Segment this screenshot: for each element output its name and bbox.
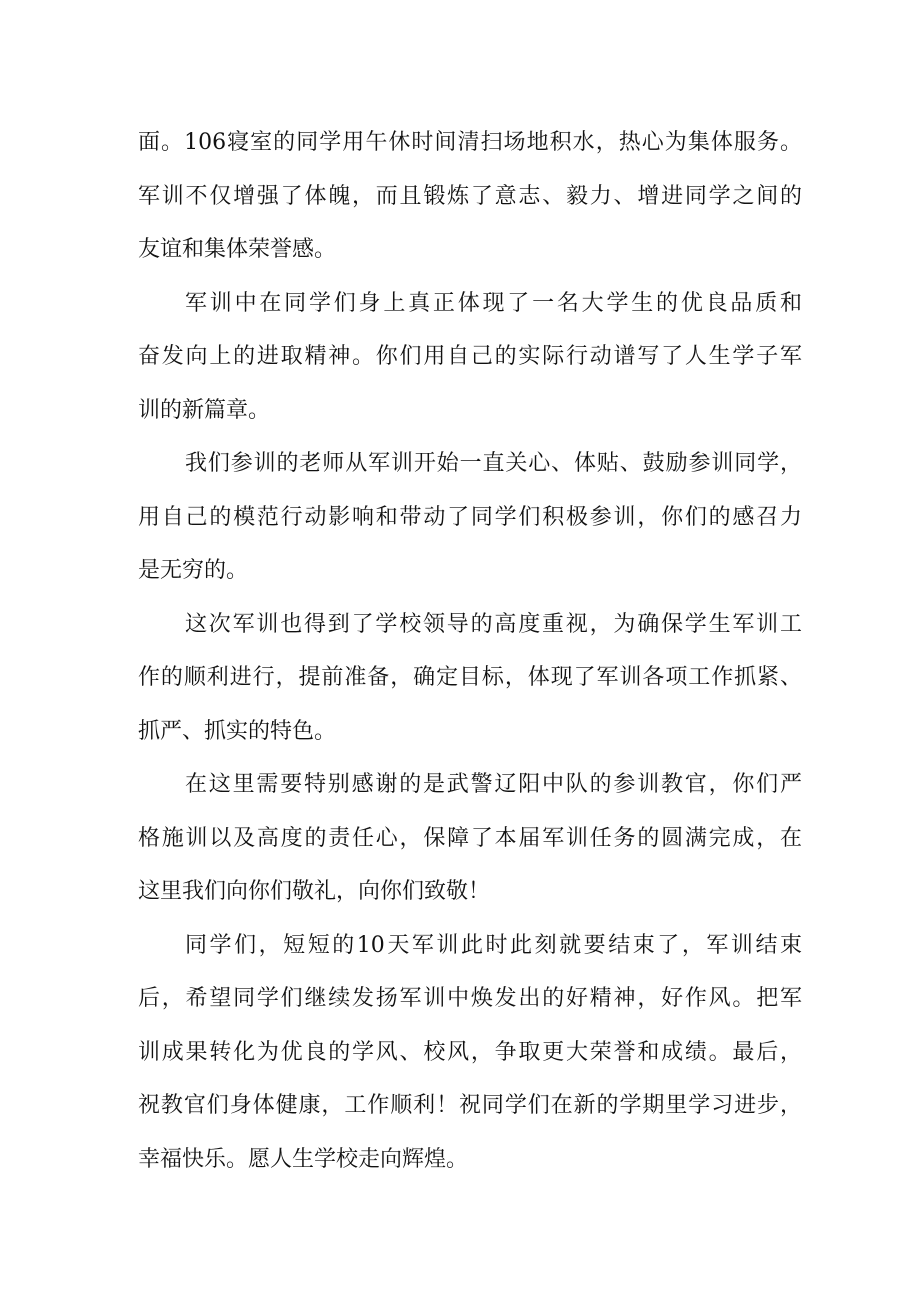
text-line: 是无穷的。 [138,558,249,583]
text-line: 格施训以及高度的责任心，保障了本届军训任务的圆满完成，在 [138,825,802,851]
text-line: 奋发向上的进取精神。你们用自己的实际行动谱写了人生学子军 [138,344,802,369]
text-line: 祝教官们身体健康，工作顺利！祝同学们在新的学期里学习进步， [138,1093,802,1118]
text-line: 友谊和集体荣誉感。 [138,237,337,262]
paragraph-first-line: 我们参训的老师从军训开始一直关心、体贴、鼓励参训同学， [185,451,802,476]
text-line: 后，希望同学们继续发扬军训中焕发出的好精神，好作风。把军 [138,986,802,1011]
paragraph-first-line: 这次军训也得到了学校领导的高度重视，为确保学生军训工 [185,611,802,637]
text-line: 面。106寝室的同学用午休时间清扫场地积水，热心为集体服务。 [138,130,802,155]
text-line: 这里我们向你们敬礼，向你们致敬！ [138,879,491,904]
text-line: 幸福快乐。愿人生学校走向辉煌。 [138,1146,469,1172]
text-line: 训成果转化为优良的学风、校风，争取更大荣誉和成绩。最后， [138,1039,802,1065]
text-line: 用自己的模范行动影响和带动了同学们积极参训，你们的感召力 [138,504,802,530]
text-line: 军训不仅增强了体魄，而且锻炼了意志、毅力、增进同学之间的 [138,183,802,209]
paragraph-first-line: 在这里需要特别感谢的是武警辽阳中队的参训教官，你们严 [185,772,802,797]
text-line: 作的顺利进行，提前准备，确定目标，体现了军训各项工作抓紧、 [138,665,802,690]
document-body [138,120,802,1190]
text-line: 训的新篇章。 [138,397,271,423]
paragraph-first-line: 军训中在同学们身上真正体现了一名大学生的优良品质和 [185,290,802,316]
paragraph-first-line: 同学们，短短的10天军训此时此刻就要结束了，军训结束 [185,932,802,958]
text-line: 抓严、抓实的特色。 [138,718,337,744]
